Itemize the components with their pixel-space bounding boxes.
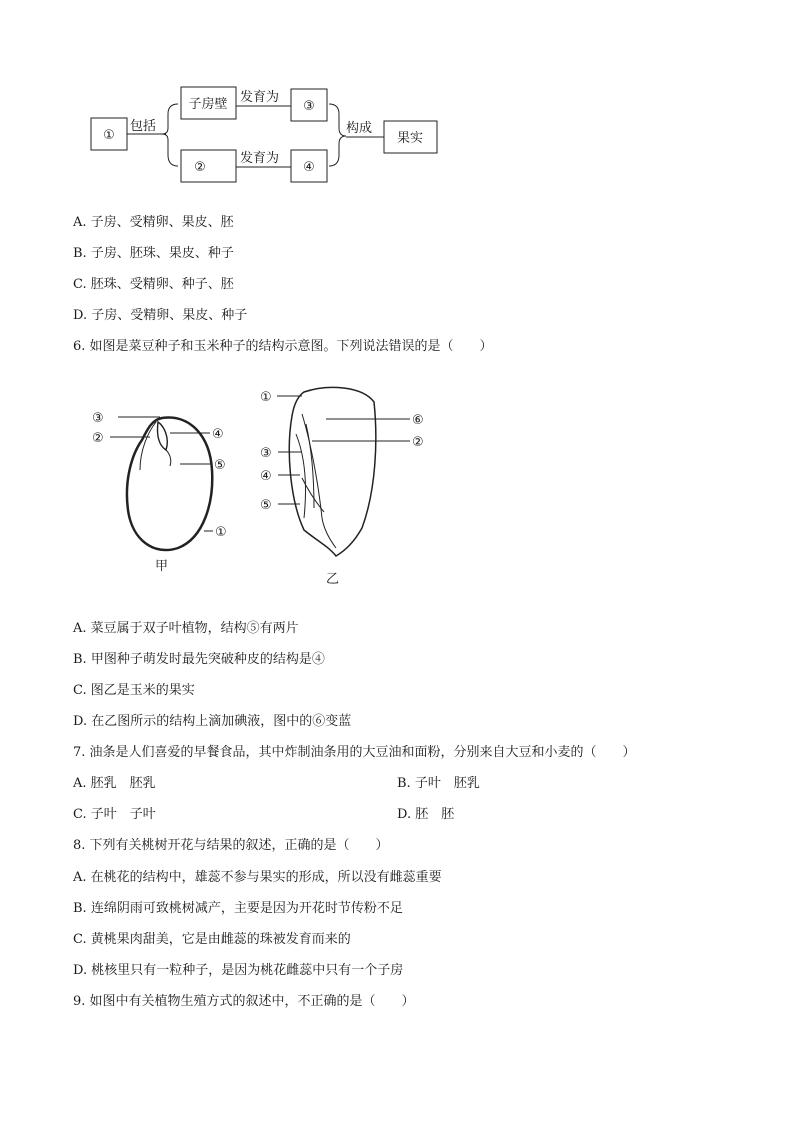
q6-option-a: A. 菜豆属于双子叶植物，结构⑤有两片 — [73, 621, 299, 636]
corn-caption: 乙 — [326, 572, 340, 587]
corn-label-5: ⑤ — [260, 498, 272, 513]
q6-option-b: B. 甲图种子萌发时最先突破种皮的结构是④ — [73, 652, 325, 667]
q6-stem: 6. 如图是菜豆种子和玉米种子的结构示意图。下列说法错误的是（ ） — [73, 339, 493, 354]
q5-option-d: D. 子房、受精卵、果皮、种子 — [73, 308, 248, 323]
q5-option-a: A. 子房、受精卵、果皮、胚 — [73, 215, 234, 230]
q8-option-c: C. 黄桃果肉甜美，它是由雌蕊的珠被发育而来的 — [73, 932, 351, 947]
bean-label-3: ③ — [92, 411, 104, 426]
flow-diagram — [0, 0, 794, 195]
bean-caption: 甲 — [155, 559, 169, 574]
node-2-text: ② — [194, 160, 206, 175]
corn-label-1: ① — [260, 390, 272, 405]
right-brace — [329, 104, 346, 166]
node-3-text: ③ — [303, 99, 315, 114]
q8-option-b: B. 连绵阴雨可致桃树减产，主要是因为开花时节传粉不足 — [73, 901, 403, 916]
label-develop-top: 发育为 — [240, 90, 280, 105]
node-4-text: ④ — [303, 160, 315, 175]
q5-option-b: B. 子房、胚珠、果皮、种子 — [73, 246, 234, 261]
q7-option-a: A. 胚乳 胚乳 — [73, 776, 156, 791]
q7-stem: 7. 油条是人们喜爱的早餐食品，其中炸制油条用的大豆油和面粉，分别来自大豆和小麦的（ ） — [73, 745, 636, 760]
left-brace — [162, 104, 178, 166]
bean-seed — [110, 417, 213, 550]
q9-stem: 9. 如图中有关植物生殖方式的叙述中，不正确的是（ ） — [73, 994, 415, 1009]
corn-label-6: ⑥ — [412, 413, 424, 428]
label-form: 构成 — [346, 121, 373, 136]
q7-option-c: C. 子叶 子叶 — [73, 807, 156, 822]
q7-option-b: B. 子叶 胚乳 — [397, 776, 480, 791]
q5-option-c: C. 胚珠、受精卵、种子、胚 — [73, 277, 234, 292]
q8-stem: 8. 下列有关桃树开花与结果的叙述，正确的是（ ） — [73, 838, 389, 853]
q6-option-c: C. 图乙是玉米的果实 — [73, 683, 195, 698]
node-1-text: ① — [103, 128, 115, 143]
bean-label-4: ④ — [212, 427, 224, 442]
node-ovary-wall-text: 子房壁 — [188, 97, 228, 112]
bean-label-2: ② — [92, 431, 104, 446]
bean-label-5: ⑤ — [214, 458, 226, 473]
corn-label-3: ③ — [260, 446, 272, 461]
seed-structure-figure — [0, 380, 794, 595]
bean-label-1: ① — [215, 525, 227, 540]
label-include: 包括 — [130, 119, 157, 134]
q8-option-d: D. 桃核里只有一粒种子，是因为桃花雌蕊中只有一个子房 — [73, 963, 404, 978]
corn-label-4: ④ — [260, 469, 272, 484]
q6-option-d: D. 在乙图所示的结构上滴加碘液，图中的⑥变蓝 — [73, 714, 352, 729]
node-fruit-text: 果实 — [396, 131, 424, 146]
corn-kernel — [277, 387, 410, 556]
box-node-2 — [181, 150, 236, 182]
label-develop-bottom: 发育为 — [240, 151, 280, 166]
q7-option-d: D. 胚 胚 — [397, 807, 455, 822]
corn-label-2: ② — [412, 435, 424, 450]
q8-option-a: A. 在桃花的结构中，雄蕊不参与果实的形成，所以没有雌蕊重要 — [73, 870, 442, 885]
